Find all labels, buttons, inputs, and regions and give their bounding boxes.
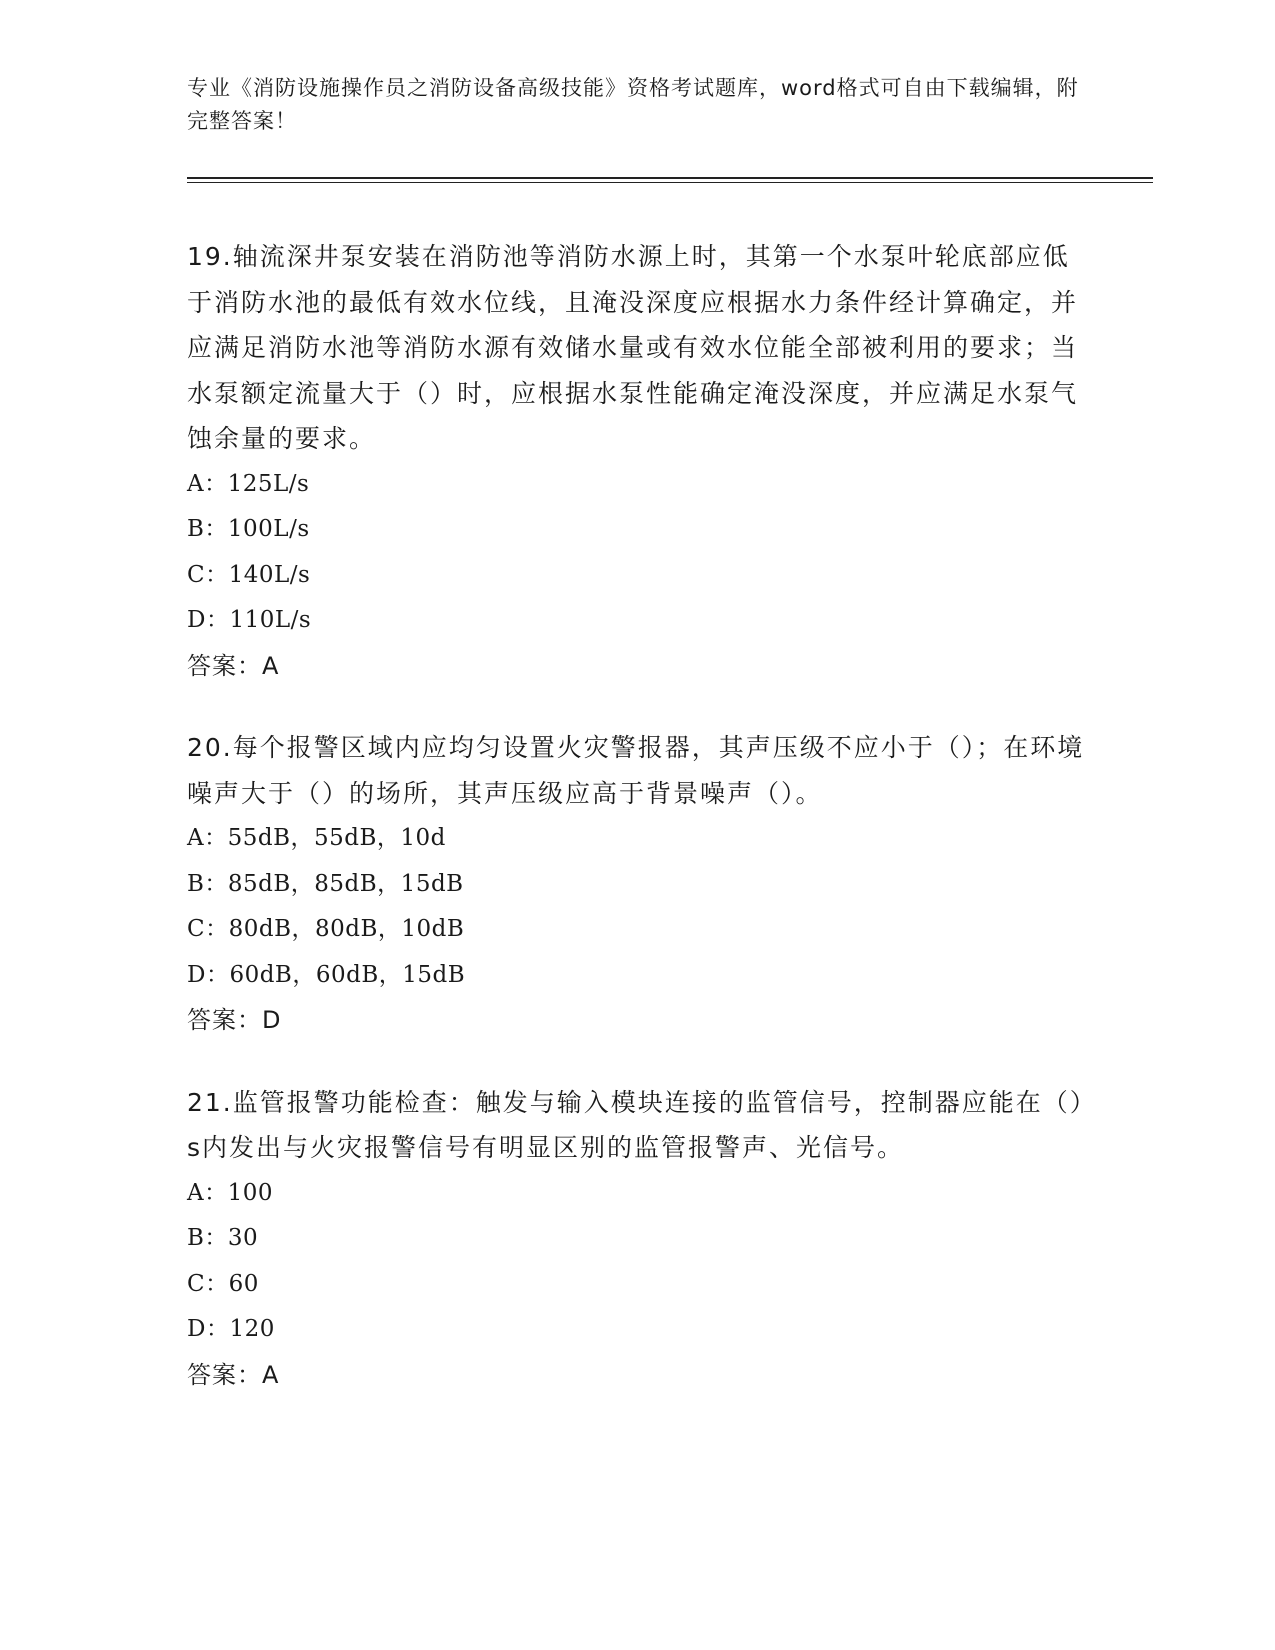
question-21 — [187, 1080, 1087, 1399]
answer-line: 答案：A — [187, 1360, 280, 1389]
answer-line: 答案：D — [187, 1006, 282, 1034]
question-stem: 21.监管报警功能检查：触发与输入模块连接的监管信号，控制器应能在（）s内发出与火灾报警信号有明显区别的监管报警声、光信号。 — [187, 1087, 1085, 1162]
answer-line: 答案：A — [187, 651, 280, 680]
option-b: B：30 — [187, 1225, 259, 1251]
option-d: D：60dB，60dB，15dB — [187, 961, 466, 988]
option-a: A：125L/s — [187, 470, 310, 497]
option-c: C：60 — [187, 1270, 259, 1297]
document-header — [187, 72, 1087, 138]
option-b: B：85dB，85dB，15dB — [187, 870, 464, 897]
option-d: D：110L/s — [187, 607, 312, 633]
option-c: C：140L/s — [187, 561, 311, 588]
question-19 — [187, 234, 1087, 689]
option-a: A：100 — [187, 1179, 274, 1206]
question-list — [187, 234, 1087, 1434]
option-d: D：120 — [187, 1316, 275, 1342]
question-20 — [187, 725, 1087, 1044]
header-divider-thick — [187, 177, 1153, 179]
option-c: C：80dB，80dB，10dB — [187, 916, 465, 942]
question-stem: 20.每个报警区域内应均匀设置火灾警报器，其声压级不应小于（）；在环境噪声大于（）的场所，其声压级应高于背景噪声（）。 — [187, 733, 1085, 808]
option-a: A：55dB，55dB，10d — [187, 825, 446, 851]
option-b: B：100L/s — [187, 516, 310, 542]
header-text: 专业《消防设施操作员之消防设备高级技能》资格考试题库，word格式可自由下载编辑，附完整答案！ — [187, 76, 1079, 133]
header-divider-thin — [187, 182, 1153, 183]
question-stem: 19.轴流深井泵安装在消防池等消防水源上时，其第一个水泵叶轮底部应低于消防水池的最低有效水位线，且淹没深度应根据水力条件经计算确定，并应满足消防水池等消防水源有效储水量或有效水位能全部被利用的要求；当水泵额定流量大于（）时，应根据水泵性能确定淹没深度，并应满足水泵气蚀余量的要求。 — [187, 242, 1079, 453]
